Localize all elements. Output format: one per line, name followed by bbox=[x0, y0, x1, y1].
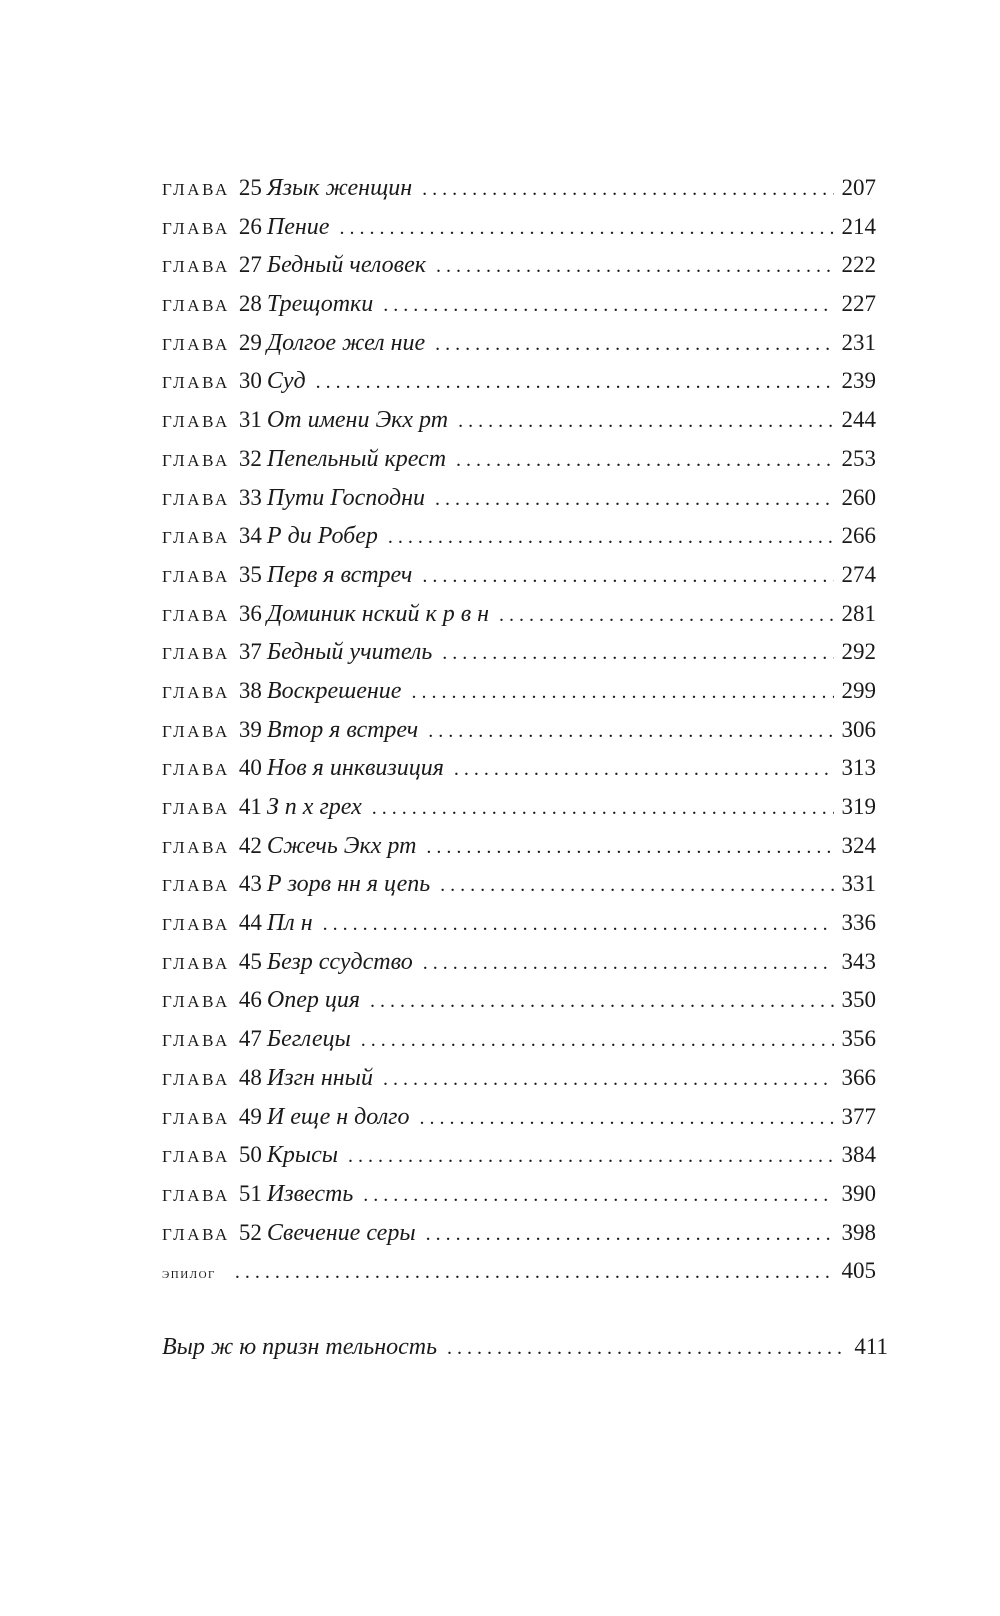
chapter-number: 33 bbox=[238, 484, 262, 510]
chapter-page-number: 384 bbox=[841, 1142, 876, 1168]
dot-leader bbox=[435, 488, 834, 511]
chapter-number: 40 bbox=[238, 755, 262, 781]
chapter-title: Трещотки bbox=[266, 291, 374, 318]
chapter-title: Беглецы bbox=[266, 1026, 351, 1053]
chapter-number: 31 bbox=[238, 407, 262, 433]
chapter-page-number: 350 bbox=[841, 987, 876, 1013]
chapter-title: Пепельный крест bbox=[266, 445, 447, 472]
toc-entry-chapter-37 bbox=[162, 639, 876, 678]
chapter-page-number: 260 bbox=[841, 484, 876, 510]
chapter-page-number: 366 bbox=[841, 1064, 876, 1090]
dot-leader bbox=[235, 1261, 834, 1284]
chapter-page-number: 336 bbox=[841, 910, 876, 936]
chapter-page-number: 398 bbox=[841, 1219, 876, 1245]
chapter-label: ГЛАВА bbox=[162, 1108, 230, 1128]
chapter-title: Сжечь Экх рт bbox=[266, 832, 417, 859]
chapter-label: ГЛАВА bbox=[162, 953, 230, 973]
chapter-label: ГЛАВА bbox=[162, 218, 230, 238]
chapter-title: Воскрешение bbox=[266, 677, 402, 704]
chapter-page-number: 390 bbox=[841, 1180, 876, 1206]
dot-leader bbox=[423, 952, 834, 975]
chapter-title: Язык женщин bbox=[266, 175, 413, 201]
chapter-number: 30 bbox=[238, 368, 262, 394]
chapter-page-number: 239 bbox=[841, 368, 876, 394]
chapter-label: ГЛАВА bbox=[162, 412, 230, 432]
toc-entry-chapter-49 bbox=[162, 1104, 876, 1143]
chapter-title: Суд bbox=[266, 368, 306, 395]
chapter-label: ГЛАВА bbox=[162, 566, 230, 586]
toc-entry-chapter-40 bbox=[162, 755, 876, 794]
dot-leader bbox=[370, 990, 834, 1013]
chapter-page-number: 331 bbox=[841, 871, 876, 897]
chapter-title: Пути Господни bbox=[266, 484, 426, 511]
chapter-page-number: 319 bbox=[841, 794, 876, 819]
chapter-page-number: 222 bbox=[841, 252, 876, 278]
chapter-title: Бедный человек bbox=[266, 252, 426, 279]
epilogue-page-number: 405 bbox=[841, 1258, 876, 1284]
chapter-page-number: 377 bbox=[841, 1103, 876, 1129]
chapter-title: Долгое жел ние bbox=[266, 329, 426, 356]
dot-leader bbox=[383, 294, 834, 317]
dot-leader bbox=[323, 913, 834, 936]
chapter-number: 44 bbox=[238, 910, 262, 936]
chapter-page-number: 244 bbox=[841, 407, 876, 433]
chapter-page-number: 306 bbox=[841, 716, 876, 742]
toc-entry-chapter-25 bbox=[162, 175, 876, 214]
chapter-title: От имени Экх рт bbox=[266, 407, 449, 434]
chapter-label: ГЛАВА bbox=[162, 721, 230, 741]
toc-entry-chapter-33 bbox=[162, 485, 876, 524]
dot-leader bbox=[422, 565, 834, 588]
toc-entry-chapter-46 bbox=[162, 987, 876, 1026]
chapter-title: Опер ция bbox=[266, 987, 361, 1014]
chapter-page-number: 313 bbox=[841, 755, 876, 781]
dot-leader bbox=[426, 836, 834, 859]
chapter-title: Доминик нский к р в н bbox=[266, 600, 490, 627]
toc-entry-chapter-30 bbox=[162, 368, 876, 407]
chapter-page-number: 356 bbox=[841, 1026, 876, 1052]
chapter-page-number: 324 bbox=[841, 832, 876, 858]
chapter-title: Известь bbox=[266, 1180, 354, 1207]
dot-leader bbox=[316, 371, 834, 394]
chapter-label: ГЛАВА bbox=[162, 373, 230, 393]
chapter-label: ГЛАВА bbox=[162, 605, 230, 625]
dot-leader bbox=[499, 604, 834, 627]
dot-leader bbox=[428, 720, 834, 743]
chapter-number: 34 bbox=[238, 523, 262, 549]
toc-entry-chapter-51 bbox=[162, 1181, 876, 1220]
toc-entry-chapter-34 bbox=[162, 523, 876, 562]
chapter-number: 41 bbox=[238, 794, 262, 819]
dot-leader bbox=[420, 1107, 834, 1130]
dot-leader bbox=[348, 1145, 834, 1168]
chapter-number: 36 bbox=[238, 600, 262, 626]
toc-entry-chapter-47 bbox=[162, 1026, 876, 1065]
chapter-page-number: 207 bbox=[841, 175, 876, 200]
chapter-number: 43 bbox=[238, 871, 262, 897]
chapter-page-number: 266 bbox=[841, 523, 876, 549]
chapter-label: ГЛАВА bbox=[162, 1147, 230, 1167]
chapter-title: Нов я инквизиция bbox=[266, 755, 444, 782]
epilogue-label: эпилог bbox=[162, 1265, 216, 1283]
dot-leader bbox=[440, 874, 834, 897]
chapter-page-number: 274 bbox=[841, 561, 876, 587]
chapter-number: 32 bbox=[238, 445, 262, 471]
toc-entry-chapter-28 bbox=[162, 291, 876, 330]
chapter-title: Крысы bbox=[266, 1142, 339, 1169]
table-of-contents bbox=[162, 175, 876, 1297]
chapter-number: 27 bbox=[238, 252, 262, 278]
chapter-number: 48 bbox=[238, 1064, 262, 1090]
chapter-number: 50 bbox=[238, 1142, 262, 1168]
chapter-label: ГЛАВА bbox=[162, 799, 230, 818]
chapter-label: ГЛАВА bbox=[162, 1031, 230, 1051]
toc-entry-chapter-50 bbox=[162, 1142, 876, 1181]
toc-entry-chapter-43 bbox=[162, 871, 876, 910]
chapter-number: 39 bbox=[238, 716, 262, 742]
toc-entry-chapter-41 bbox=[162, 794, 876, 833]
chapter-label: ГЛАВА bbox=[162, 1185, 230, 1205]
chapter-title: Пл н bbox=[266, 910, 313, 937]
chapter-page-number: 231 bbox=[841, 329, 876, 355]
chapter-page-number: 299 bbox=[841, 677, 876, 703]
chapter-title: Безр ссудство bbox=[266, 948, 413, 975]
dot-leader bbox=[447, 1337, 846, 1360]
dot-leader bbox=[372, 797, 834, 820]
chapter-number: 37 bbox=[238, 639, 262, 665]
chapter-label: ГЛАВА bbox=[162, 1069, 230, 1089]
dot-leader bbox=[361, 1029, 834, 1052]
chapter-label: ГЛАВА bbox=[162, 489, 230, 509]
dot-leader bbox=[383, 1068, 834, 1091]
chapter-label: ГЛАВА bbox=[162, 296, 230, 316]
toc-entry-chapter-39 bbox=[162, 717, 876, 756]
dot-leader bbox=[339, 217, 834, 240]
chapter-number: 52 bbox=[238, 1219, 262, 1245]
chapter-number: 51 bbox=[238, 1180, 262, 1206]
toc-entry-chapter-48 bbox=[162, 1065, 876, 1104]
chapter-title: Пение bbox=[266, 213, 330, 240]
chapter-number: 46 bbox=[238, 987, 262, 1013]
chapter-label: ГЛАВА bbox=[162, 644, 230, 664]
chapter-number: 49 bbox=[238, 1103, 262, 1129]
chapter-page-number: 281 bbox=[841, 600, 876, 626]
chapter-page-number: 343 bbox=[841, 948, 876, 974]
toc-entry-chapter-44 bbox=[162, 910, 876, 949]
chapter-label: ГЛАВА bbox=[162, 682, 230, 702]
acknowledgements-page: 411 bbox=[854, 1334, 888, 1359]
toc-entry-chapter-26 bbox=[162, 214, 876, 253]
chapter-number: 42 bbox=[238, 832, 262, 858]
toc-entry-chapter-29 bbox=[162, 330, 876, 369]
dot-leader bbox=[456, 449, 834, 472]
acknowledgements-title: Выр ж ю призн тельность bbox=[162, 1334, 438, 1360]
chapter-label: ГЛАВА bbox=[162, 528, 230, 548]
chapter-title: И еще н долго bbox=[266, 1103, 410, 1130]
toc-entry-epilogue bbox=[162, 1258, 876, 1297]
chapter-label: ГЛАВА bbox=[162, 257, 230, 277]
chapter-page-number: 214 bbox=[841, 213, 876, 239]
chapter-label: ГЛАВА bbox=[162, 760, 230, 780]
chapter-label: ГЛАВА bbox=[162, 180, 230, 199]
chapter-number: 38 bbox=[238, 677, 262, 703]
dot-leader bbox=[426, 1223, 834, 1246]
chapter-label: ГЛАВА bbox=[162, 450, 230, 470]
chapter-label: ГЛАВА bbox=[162, 876, 230, 896]
chapter-label: ГЛАВА bbox=[162, 992, 230, 1012]
chapter-title: Втор я встреч bbox=[266, 716, 419, 743]
toc-entry-chapter-38 bbox=[162, 678, 876, 717]
chapter-number: 35 bbox=[238, 561, 262, 587]
chapter-label: ГЛАВА bbox=[162, 1224, 230, 1244]
chapter-number: 25 bbox=[238, 175, 262, 200]
dot-leader bbox=[454, 758, 834, 781]
toc-entry-chapter-45 bbox=[162, 949, 876, 988]
chapter-title: Перв я встреч bbox=[266, 561, 413, 588]
dot-leader bbox=[422, 178, 834, 201]
chapter-title: Р ди Робер bbox=[266, 523, 378, 550]
chapter-number: 45 bbox=[238, 948, 262, 974]
chapter-page-number: 292 bbox=[841, 639, 876, 665]
chapter-title: Свечение серы bbox=[266, 1219, 416, 1246]
dot-leader bbox=[458, 410, 834, 433]
toc-entry-chapter-52 bbox=[162, 1220, 876, 1259]
dot-leader bbox=[388, 526, 834, 549]
dot-leader bbox=[442, 642, 834, 665]
dot-leader bbox=[435, 333, 834, 356]
chapter-page-number: 227 bbox=[841, 291, 876, 317]
acknowledgements-entry bbox=[162, 1334, 888, 1361]
chapter-number: 28 bbox=[238, 291, 262, 317]
chapter-title: З п х грех bbox=[266, 794, 362, 820]
chapter-title: Р зорв нн я цепь bbox=[266, 871, 431, 898]
chapter-page-number: 253 bbox=[841, 445, 876, 471]
chapter-number: 29 bbox=[238, 329, 262, 355]
chapter-label: ГЛАВА bbox=[162, 915, 230, 935]
chapter-number: 26 bbox=[238, 213, 262, 239]
chapter-label: ГЛАВА bbox=[162, 334, 230, 354]
chapter-title: Бедный учитель bbox=[266, 639, 433, 666]
toc-entry-chapter-32 bbox=[162, 446, 876, 485]
dot-leader bbox=[436, 255, 834, 278]
dot-leader bbox=[411, 681, 834, 704]
toc-entry-chapter-42 bbox=[162, 833, 876, 872]
toc-entry-chapter-35 bbox=[162, 562, 876, 601]
chapter-title: Изгн нный bbox=[266, 1064, 373, 1091]
toc-entry-chapter-36 bbox=[162, 601, 876, 640]
toc-entry-chapter-31 bbox=[162, 407, 876, 446]
toc-entry-chapter-27 bbox=[162, 252, 876, 291]
dot-leader bbox=[363, 1184, 834, 1207]
chapter-number: 47 bbox=[238, 1026, 262, 1052]
chapter-label: ГЛАВА bbox=[162, 837, 230, 857]
